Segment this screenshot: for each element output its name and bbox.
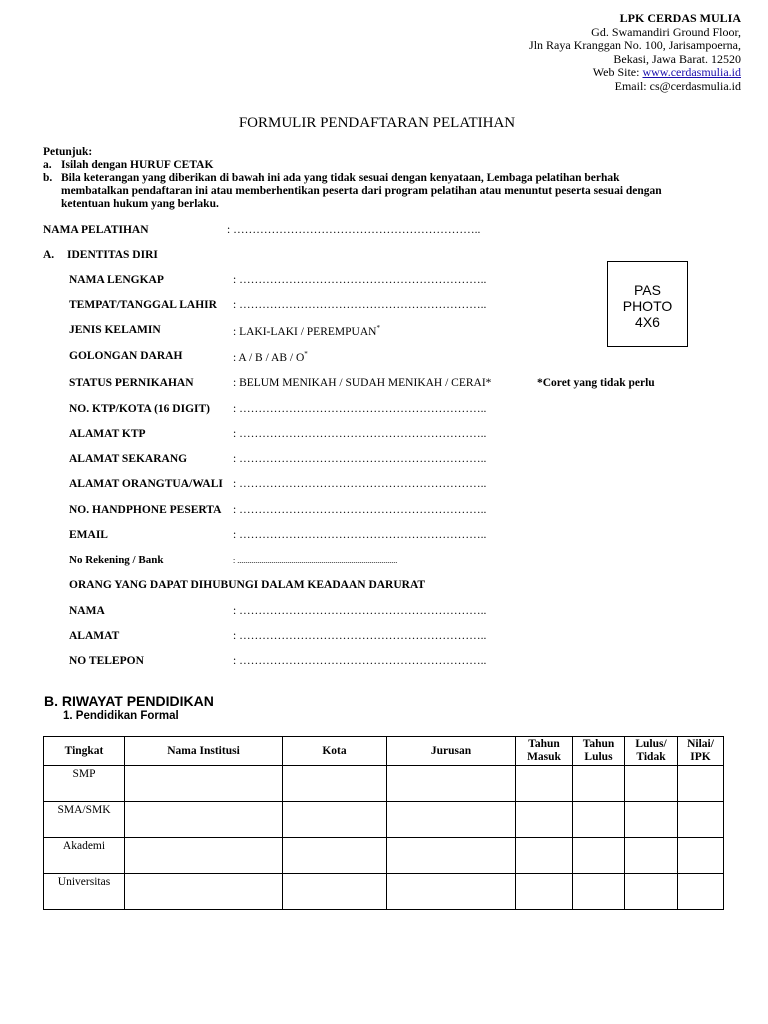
section-b-subtitle: 1. Pendidikan Formal xyxy=(63,710,179,722)
field-label: EMAIL xyxy=(69,529,108,541)
table-cell[interactable] xyxy=(387,802,516,838)
org-address-line3: Bekasi, Jawa Barat. 12520 xyxy=(613,51,741,66)
footnote-mark: * xyxy=(304,350,308,358)
row-level: Akademi xyxy=(44,838,125,874)
table-cell[interactable] xyxy=(387,766,516,802)
field-value[interactable]: : ……………………………………………………….. xyxy=(233,299,487,311)
column-header: Kota xyxy=(283,737,387,766)
field-value[interactable]: : BELUM MENIKAH / SUDAH MENIKAH / CERAI* xyxy=(233,377,492,389)
column-header: Lulus/ Tidak xyxy=(625,737,678,766)
website-label: Web Site: xyxy=(592,65,643,80)
row-level: Universitas xyxy=(44,874,125,910)
instruction-b-indent xyxy=(43,185,61,198)
table-cell[interactable] xyxy=(678,802,724,838)
table-cell[interactable] xyxy=(625,802,678,838)
field-label: NO. KTP/KOTA (16 DIGIT) xyxy=(69,403,210,415)
table-cell[interactable] xyxy=(573,766,625,802)
row-level: SMP xyxy=(44,766,125,802)
org-address-line1: Gd. Swamandiri Ground Floor, xyxy=(591,24,741,39)
table-cell[interactable] xyxy=(573,838,625,874)
field-value[interactable]: : ……………………………………………………….. xyxy=(233,529,487,541)
table-cell[interactable] xyxy=(516,766,573,802)
footnote-mark: * xyxy=(376,324,380,332)
table-cell[interactable] xyxy=(283,766,387,802)
table-header-row xyxy=(44,737,724,766)
field-value[interactable]: : ……………………………………………………….. xyxy=(233,605,487,617)
table-cell[interactable] xyxy=(125,766,283,802)
field-label: ALAMAT SEKARANG xyxy=(69,453,188,465)
instruction-b-cont2 xyxy=(43,185,673,198)
photo-line2: PHOTO xyxy=(622,298,673,314)
nama-pelatihan-field[interactable]: : ……………………………………………………….. xyxy=(227,224,481,236)
table-cell[interactable] xyxy=(678,838,724,874)
field-value[interactable]: : ……………………………………………………….. xyxy=(233,403,487,415)
field-label: TEMPAT/TANGGAL LAHIR xyxy=(69,299,217,311)
instructions-heading: Petunjuk: xyxy=(43,146,93,158)
org-website-line xyxy=(529,66,741,80)
photo-placeholder[interactable] xyxy=(607,261,688,347)
table-cell[interactable] xyxy=(125,802,283,838)
photo-line1: PAS xyxy=(634,282,661,298)
field-label: NAMA LENGKAP xyxy=(69,274,164,286)
field-value: : A / B / AB / O xyxy=(233,351,305,364)
field-label: STATUS PERNIKAHAN xyxy=(69,377,194,389)
field-value[interactable]: : ……………………………………………………….. xyxy=(233,504,487,516)
org-name: LPK CERDAS MULIA xyxy=(619,11,741,25)
nama-pelatihan-label: NAMA PELATIHAN xyxy=(43,224,149,236)
field-value: : LAKI-LAKI / PEREMPUAN xyxy=(233,325,377,338)
table-cell[interactable] xyxy=(516,874,573,910)
table-row xyxy=(44,874,724,910)
table-cell[interactable] xyxy=(283,874,387,910)
table-cell[interactable] xyxy=(573,874,625,910)
instruction-b-indent xyxy=(43,198,61,211)
instruction-b-line3: ketentuan hukum yang berlaku. xyxy=(61,198,219,210)
column-header: Tahun Lulus xyxy=(573,737,625,766)
emergency-title: ORANG YANG DAPAT DIHUBUNGI DALAM KEADAAN DARURAT xyxy=(69,579,426,591)
table-row xyxy=(44,802,724,838)
table-cell[interactable] xyxy=(625,766,678,802)
table-cell[interactable] xyxy=(387,874,516,910)
section-a-title: IDENTITAS DIRI xyxy=(67,249,158,261)
instruction-b-letter: b. xyxy=(43,172,53,184)
table-cell[interactable] xyxy=(125,838,283,874)
field-value[interactable]: : ……………………………………………………….. xyxy=(233,630,487,642)
field-label: ALAMAT ORANGTUA/WALI xyxy=(69,478,223,490)
field-label: ALAMAT xyxy=(69,630,120,642)
field-value-wrap[interactable] xyxy=(233,350,308,364)
field-label: No Rekening / Bank xyxy=(69,554,164,566)
coret-note: *Coret yang tidak perlu xyxy=(537,377,655,389)
instruction-b-line1: Bila keterangan yang diberikan di bawah ini ada yang tidak sesuai dengan kenyataan, Lembaga pelatihan berhak xyxy=(61,172,620,184)
field-value[interactable]: : ................................................................................ xyxy=(233,556,398,565)
instructions xyxy=(43,146,673,211)
org-address-line2: Jln Raya Kranggan No. 100, Jarisampoerna, xyxy=(529,38,741,53)
field-label: NO TELEPON xyxy=(69,655,144,667)
field-value[interactable]: : ……………………………………………………….. xyxy=(233,655,487,667)
table-cell[interactable] xyxy=(625,874,678,910)
table-cell[interactable] xyxy=(678,766,724,802)
field-label: JENIS KELAMIN xyxy=(69,324,161,336)
column-header: Tingkat xyxy=(44,737,125,766)
table-row xyxy=(44,766,724,802)
table-cell[interactable] xyxy=(516,838,573,874)
table-cell[interactable] xyxy=(625,838,678,874)
field-value[interactable]: : ……………………………………………………….. xyxy=(233,428,487,440)
table-cell[interactable] xyxy=(516,802,573,838)
form-title: FORMULIR PENDAFTARAN PELATIHAN xyxy=(238,115,516,131)
section-b-title: B. RIWAYAT PENDIDIKAN xyxy=(44,693,214,709)
website-link[interactable]: www.cerdasmulia.id xyxy=(642,65,741,80)
table-cell[interactable] xyxy=(283,838,387,874)
instruction-a-text: Isilah dengan HURUF CETAK xyxy=(61,159,214,171)
column-header: Tahun Masuk xyxy=(516,737,573,766)
table-cell[interactable] xyxy=(387,838,516,874)
field-label: NAMA xyxy=(69,605,105,617)
field-value[interactable]: : ……………………………………………………….. xyxy=(233,478,487,490)
field-label: GOLONGAN DARAH xyxy=(69,350,183,362)
field-value-wrap[interactable] xyxy=(233,324,380,338)
field-label: NO. HANDPHONE PESERTA xyxy=(69,504,222,516)
org-email: Email: cs@cerdasmulia.id xyxy=(614,78,741,93)
instruction-a-letter: a. xyxy=(43,159,52,171)
field-label: ALAMAT KTP xyxy=(69,428,146,440)
field-value[interactable]: : ……………………………………………………….. xyxy=(233,453,487,465)
instruction-b-line2: membatalkan pendaftaran ini atau memberhentikan peserta dari program pelatihan atau menuntut peserta sesuai dengan xyxy=(61,185,662,197)
column-header: Jurusan xyxy=(387,737,516,766)
field-value[interactable]: : ……………………………………………………….. xyxy=(233,274,487,286)
instruction-b xyxy=(43,172,673,185)
table-row xyxy=(44,838,724,874)
organization-block xyxy=(529,12,741,94)
section-a-letter: A. xyxy=(43,249,55,261)
column-header: Nama Institusi xyxy=(125,737,283,766)
column-header: Nilai/ IPK xyxy=(678,737,724,766)
table-cell[interactable] xyxy=(283,802,387,838)
table-cell[interactable] xyxy=(125,874,283,910)
instruction-a xyxy=(43,159,673,172)
photo-line3: 4X6 xyxy=(635,314,660,330)
row-level: SMA/SMK xyxy=(44,802,125,838)
table-cell[interactable] xyxy=(573,802,625,838)
table-cell[interactable] xyxy=(678,874,724,910)
instruction-b-cont3 xyxy=(43,198,673,211)
education-table xyxy=(43,736,724,910)
